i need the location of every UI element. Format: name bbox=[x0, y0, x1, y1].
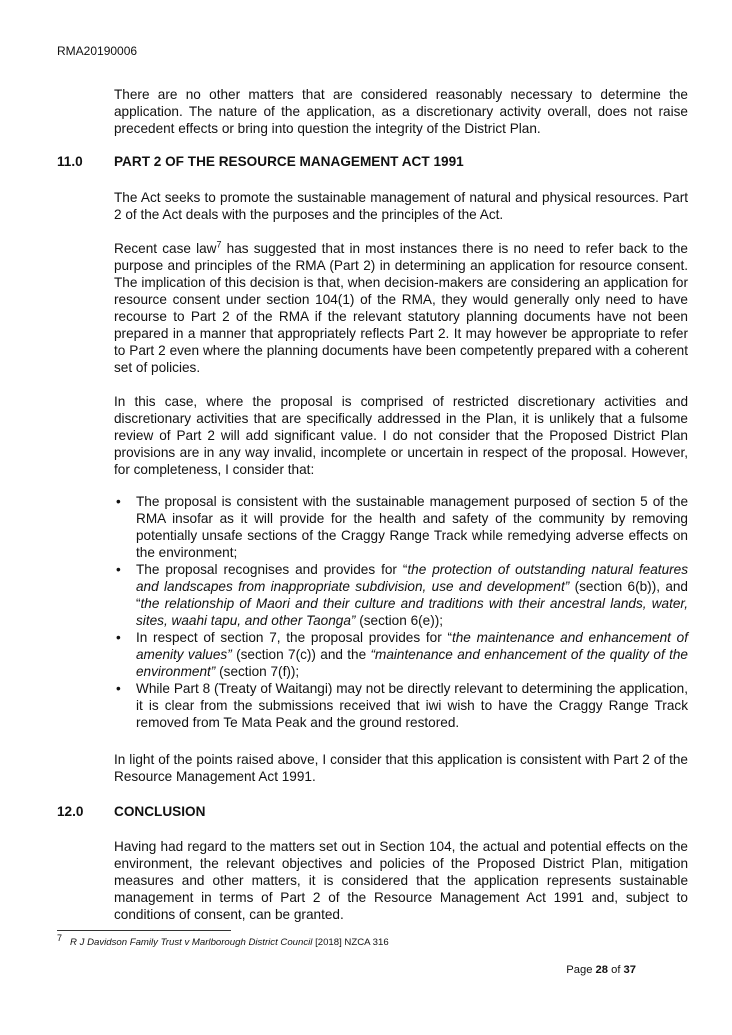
section-11-number: 11.0 bbox=[57, 154, 83, 169]
quoted-text: the relationship of Maori and their culture and traditions with their ancestral lands, water, sites, waahi tapu, and other Taonga” bbox=[136, 596, 688, 628]
section-11-title: PART 2 OF THE RESOURCE MANAGEMENT ACT 1991 bbox=[114, 154, 464, 169]
page-word: Page bbox=[566, 964, 596, 976]
part-2-bullet-list bbox=[114, 493, 688, 731]
bullet-text: The proposal recognises and provides for “ bbox=[136, 562, 408, 577]
section-12-number: 12.0 bbox=[57, 804, 84, 819]
page-current: 28 bbox=[595, 964, 608, 976]
bullet-item-section-5 bbox=[114, 493, 688, 561]
of-word: of bbox=[608, 964, 624, 976]
section-11-paragraph-4: In light of the points raised above, I consider that this application is consistent with Part 2 of the Resource Management Act 1991. bbox=[114, 752, 688, 784]
bullet-text: (section 7(c)) and the bbox=[231, 647, 371, 662]
section-12-title: CONCLUSION bbox=[114, 804, 206, 819]
bullet-text: The proposal is consistent with the sustainable management purposed of section 5 of the RMA insofar as it will provide for the health and safety of the community by removing potentially unsafe sections of the Craggy Range Track while remedying adverse effects on the environment; bbox=[136, 494, 688, 560]
footnote-citation: [2018] NZCA 316 bbox=[312, 937, 389, 948]
footnote-number: 7 bbox=[57, 932, 63, 943]
bullet-icon: • bbox=[116, 681, 121, 696]
page-total: 37 bbox=[623, 964, 636, 976]
bullet-icon: • bbox=[116, 562, 121, 577]
footnote-divider bbox=[57, 930, 231, 931]
section-11-paragraph-1: The Act seeks to promote the sustainable management of natural and physical resources. Part 2 of the Act deals with the purposes and the principles of the Act. bbox=[114, 190, 688, 222]
quoted-text: the maintenance and enhancement of amenity values” bbox=[136, 630, 688, 662]
bullet-item-part-8 bbox=[114, 680, 688, 731]
paragraph-2-start: Recent case law bbox=[114, 241, 217, 256]
paragraph-2-rest: has suggested that in most instances there is no need to refer back to the purpose and principles of the RMA (Part 2) in determining an application for resource consent. The implication of this decision is that, when decision-makers are considering an application for resource consent under section 104(1) of the RMA, they would generally only need to have recourse to Part 2 of the RMA if the relevant statutory planning documents have not been prepared in a manner that appropriately reflects Part 2. It may however be appropriate to refer to Part 2 even where the planning documents have been competently prepared with a coherent set of policies. bbox=[114, 241, 688, 375]
quoted-text: “maintenance and enhancement of the quality of the environment” bbox=[136, 647, 688, 679]
bullet-icon: • bbox=[116, 494, 121, 509]
bullet-icon: • bbox=[116, 630, 121, 645]
footnote bbox=[57, 932, 389, 949]
document-id: RMA20190006 bbox=[57, 44, 138, 58]
bullet-text: While Part 8 (Treaty of Waitangi) may not be directly relevant to determining the application, it is clear from the submissions received that iwi wish to have the Craggy Range Track removed from Te Mata Peak and the ground restored. bbox=[136, 681, 688, 730]
footnote-case-name: R J Davidson Family Trust v Marlborough District Council bbox=[70, 937, 313, 948]
quoted-text: the protection of outstanding natural features and landscapes from inappropriate subdivision, use and development” bbox=[136, 562, 689, 594]
bullet-text: (section 7(f)); bbox=[215, 664, 300, 679]
section-11-paragraph-3: In this case, where the proposal is comprised of restricted discretionary activities and discretionary activities that are specifically addressed in the Plan, it is unlikely that a fulsome review of Part 2 will add significant value. I do not consider that the Proposed District Plan provisions are in any way invalid, incomplete or uncertain in respect of the proposal. However, for completeness, I consider that: bbox=[114, 394, 688, 477]
section-11-paragraph-2 bbox=[114, 240, 688, 376]
page-number bbox=[566, 964, 636, 976]
bullet-item-section-7 bbox=[114, 629, 688, 680]
bullet-item-section-6 bbox=[114, 561, 688, 629]
bullet-text: (section 6(b)), and “ bbox=[136, 579, 688, 611]
footnote-reference: 7 bbox=[216, 239, 222, 250]
bullet-text: (section 6(e)); bbox=[355, 613, 444, 628]
intro-paragraph: There are no other matters that are considered reasonably necessary to determine the application. The nature of the application, as a discretionary activity overall, does not raise precedent effects or bring into question the integrity of the District Plan. bbox=[114, 87, 688, 136]
section-12-paragraph-1: Having had regard to the matters set out in Section 104, the actual and potential effects on the environment, the relevant objectives and policies of the Proposed District Plan, mitigation measures and other matters, it is considered that the application represents sustainable management in terms of Part 2 of the Resource Management Act 1991 and, subject to conditions of consent, can be granted. bbox=[114, 839, 688, 922]
bullet-text: In respect of section 7, the proposal provides for “ bbox=[136, 630, 452, 645]
